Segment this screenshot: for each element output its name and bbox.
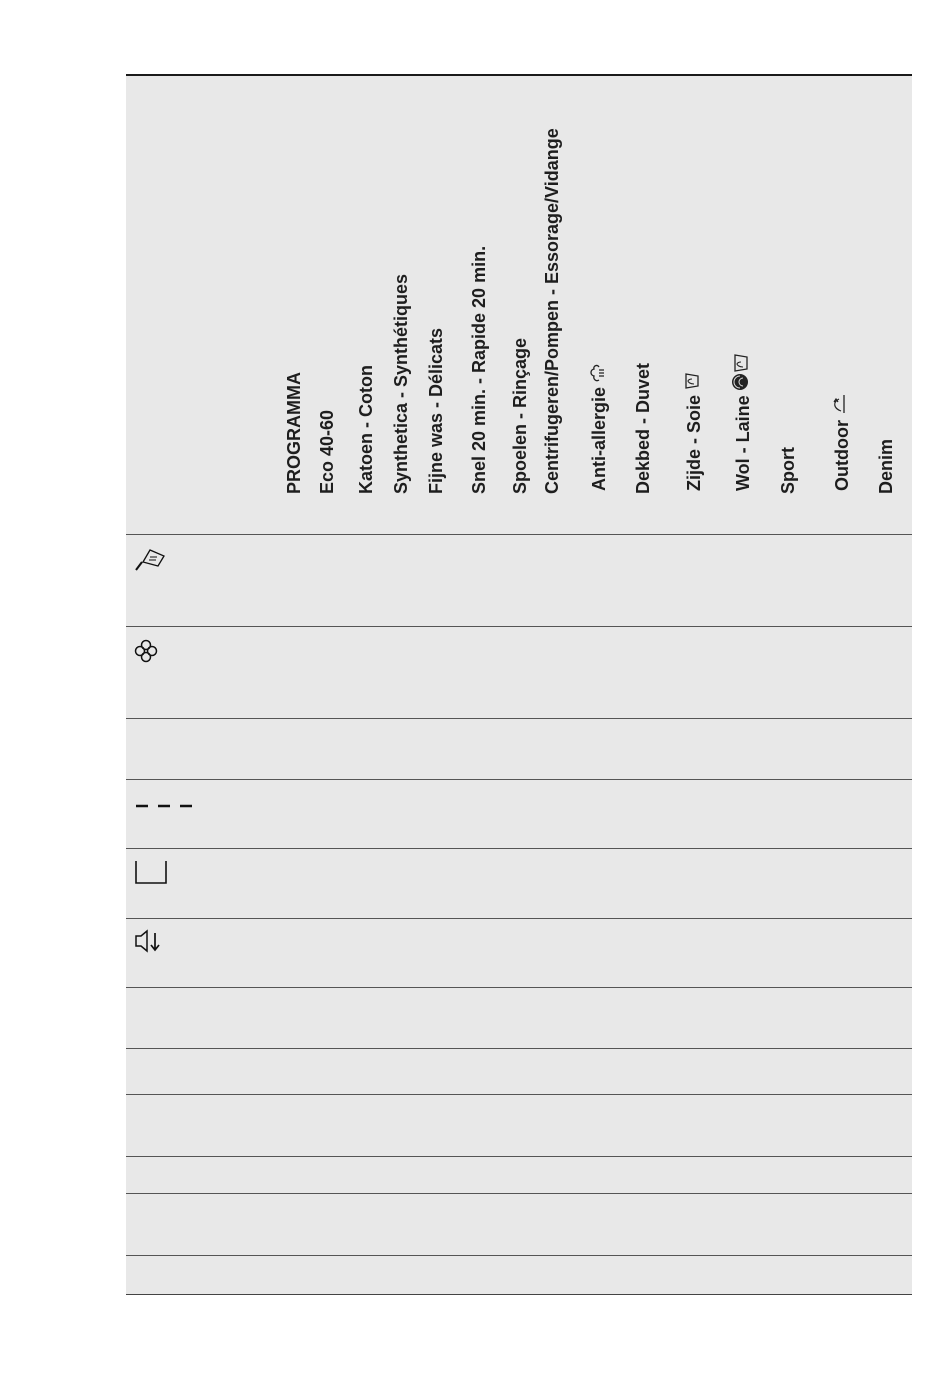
column-label: Outdoor — [832, 420, 852, 491]
program-table — [126, 74, 912, 1295]
column-label: Katoen - Coton — [356, 365, 376, 494]
row-divider — [126, 1255, 912, 1256]
row-divider — [126, 1156, 912, 1157]
handwash-icon — [682, 371, 707, 391]
stain-remover-icon — [134, 546, 168, 577]
outdoor-icon — [830, 392, 855, 416]
column-label: Spoelen - Rinçage — [510, 337, 530, 494]
column-label: Snel 20 min. - Rapide 20 min. — [469, 245, 489, 494]
column-label: Centrifugeren/Pompen - Essorage/Vidange — [542, 128, 562, 494]
column-label: Zijde - Soie — [684, 394, 704, 491]
column-label: Fijne was - Délicats — [426, 327, 446, 494]
column-label: Synthetica - Synthétiques — [391, 273, 411, 494]
row-divider — [126, 718, 912, 719]
column-label: Anti-allergie — [589, 386, 609, 491]
flower-icon — [134, 639, 158, 668]
table-header — [126, 76, 912, 534]
dashes-icon — [134, 798, 194, 816]
drum-icon — [134, 859, 168, 890]
row-divider — [126, 1193, 912, 1194]
row-divider — [126, 918, 912, 919]
row-divider — [126, 1094, 912, 1095]
column-label: Eco 40-60 — [317, 409, 337, 494]
steam-icon — [587, 363, 612, 383]
row-divider — [126, 626, 912, 627]
column-label: Denim — [876, 438, 896, 494]
column-label: PROGRAMMA — [284, 372, 304, 494]
column-label: Dekbed - Duvet — [633, 362, 653, 494]
column-label: Sport — [778, 447, 798, 494]
spin-down-icon — [134, 929, 162, 960]
row-divider — [126, 534, 912, 535]
row-divider — [126, 848, 912, 849]
column-label: Wol - Laine — [733, 395, 753, 491]
row-divider — [126, 779, 912, 780]
row-divider — [126, 1048, 912, 1049]
woolmark-handwash-icon — [731, 351, 756, 391]
row-divider — [126, 987, 912, 988]
